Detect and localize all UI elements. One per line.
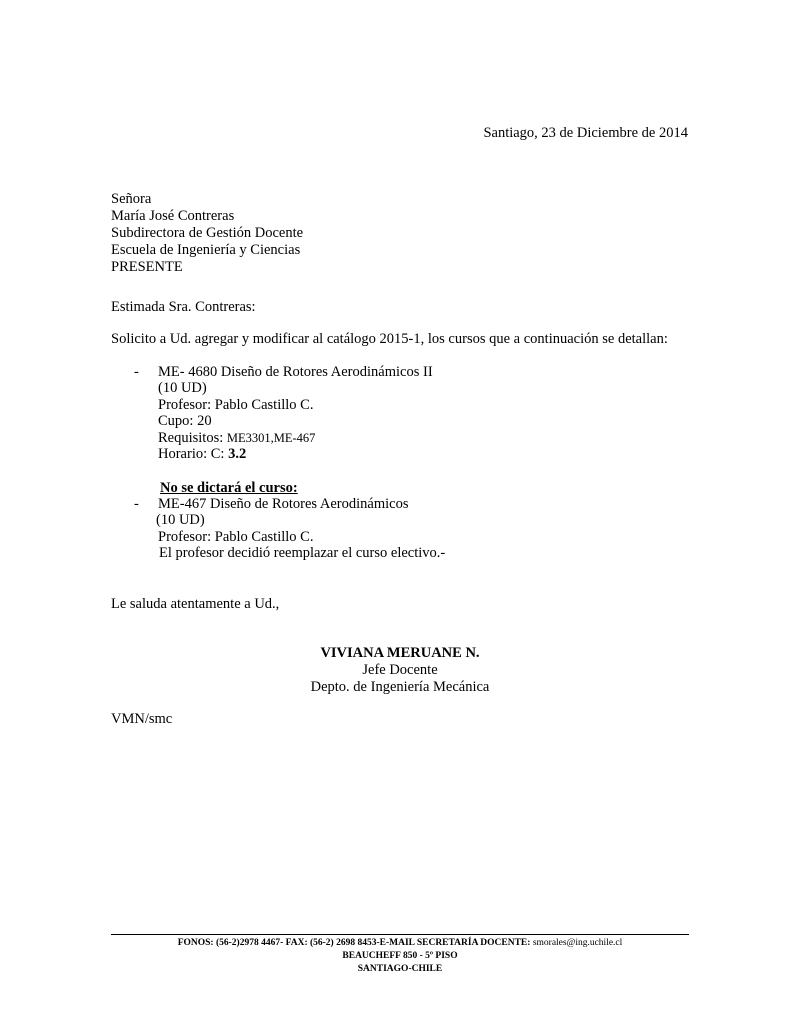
not-offered-heading: No se dictará el curso: bbox=[160, 480, 298, 496]
course1-professor: Profesor: Pablo Castillo C. bbox=[158, 396, 314, 413]
course2-note: El profesor decidió reemplazar el curso electivo.- bbox=[159, 545, 446, 561]
course1-requisitos bbox=[158, 430, 315, 447]
footer-floor: 850 - 5º PISO bbox=[400, 951, 458, 961]
signature-name: VIVIANA MERUANE N. bbox=[320, 645, 480, 661]
recipient-presente: PRESENTE bbox=[111, 259, 183, 275]
signature-block bbox=[0, 645, 800, 696]
intro-paragraph: Solicito a Ud. agregar y modificar al catálogo 2015-1, los cursos que a continuación se detallan: bbox=[111, 331, 668, 347]
initials: VMN/smc bbox=[111, 711, 173, 727]
footer-contact-line bbox=[0, 937, 800, 950]
footer-city: SANTIAGO-CHILE bbox=[357, 964, 443, 974]
course1-credits: (10 UD) bbox=[158, 380, 207, 396]
recipient-name: María José Contreras bbox=[111, 208, 235, 224]
closing: Le saluda atentamente a Ud., bbox=[111, 596, 280, 612]
course2-professor: Profesor: Pablo Castillo C. bbox=[158, 528, 314, 545]
footer-address-line bbox=[0, 950, 800, 963]
footer-phones: FONOS: (56-2)2978 4467- FAX: (56-2) 2698 8453-E-MAIL SECRETARÍA DOCENTE: bbox=[177, 938, 533, 948]
course1-horario-label: Horario: C: bbox=[158, 446, 229, 462]
course1-horario-value: 3.2 bbox=[228, 446, 247, 462]
footer-divider bbox=[111, 934, 689, 935]
course1-requisitos-value: ME3301,ME-467 bbox=[226, 430, 316, 445]
footer bbox=[0, 937, 800, 976]
footer-email: smorales@ing.uchile.cl bbox=[532, 938, 623, 948]
course1-horario bbox=[158, 446, 315, 463]
recipient-school: Escuela de Ingeniería y Ciencias bbox=[111, 242, 301, 258]
signature-title: Jefe Docente bbox=[362, 662, 438, 678]
course1-bullet: - bbox=[134, 364, 139, 380]
course2-title: ME-467 Diseño de Rotores Aerodinámicos bbox=[158, 496, 409, 512]
course1-cupo: Cupo: 20 bbox=[158, 413, 212, 429]
greeting: Estimada Sra. Contreras: bbox=[111, 299, 256, 315]
signature-department: Depto. de Ingeniería Mecánica bbox=[310, 679, 490, 695]
recipient-salutation: Señora bbox=[111, 191, 152, 207]
letter-date: Santiago, 23 de Diciembre de 2014 bbox=[483, 125, 688, 141]
course1-title: ME- 4680 Diseño de Rotores Aerodinámicos II bbox=[158, 364, 433, 380]
course2-details bbox=[156, 512, 445, 562]
recipient-block bbox=[111, 191, 303, 276]
footer-street: BEAUCHEFF bbox=[342, 951, 401, 961]
course2-bullet: - bbox=[134, 496, 139, 512]
course1-details bbox=[158, 380, 315, 463]
course2-credits: (10 UD) bbox=[156, 512, 205, 528]
course1-requisitos-label: Requisitos: bbox=[158, 429, 227, 446]
recipient-position: Subdirectora de Gestión Docente bbox=[111, 225, 304, 241]
